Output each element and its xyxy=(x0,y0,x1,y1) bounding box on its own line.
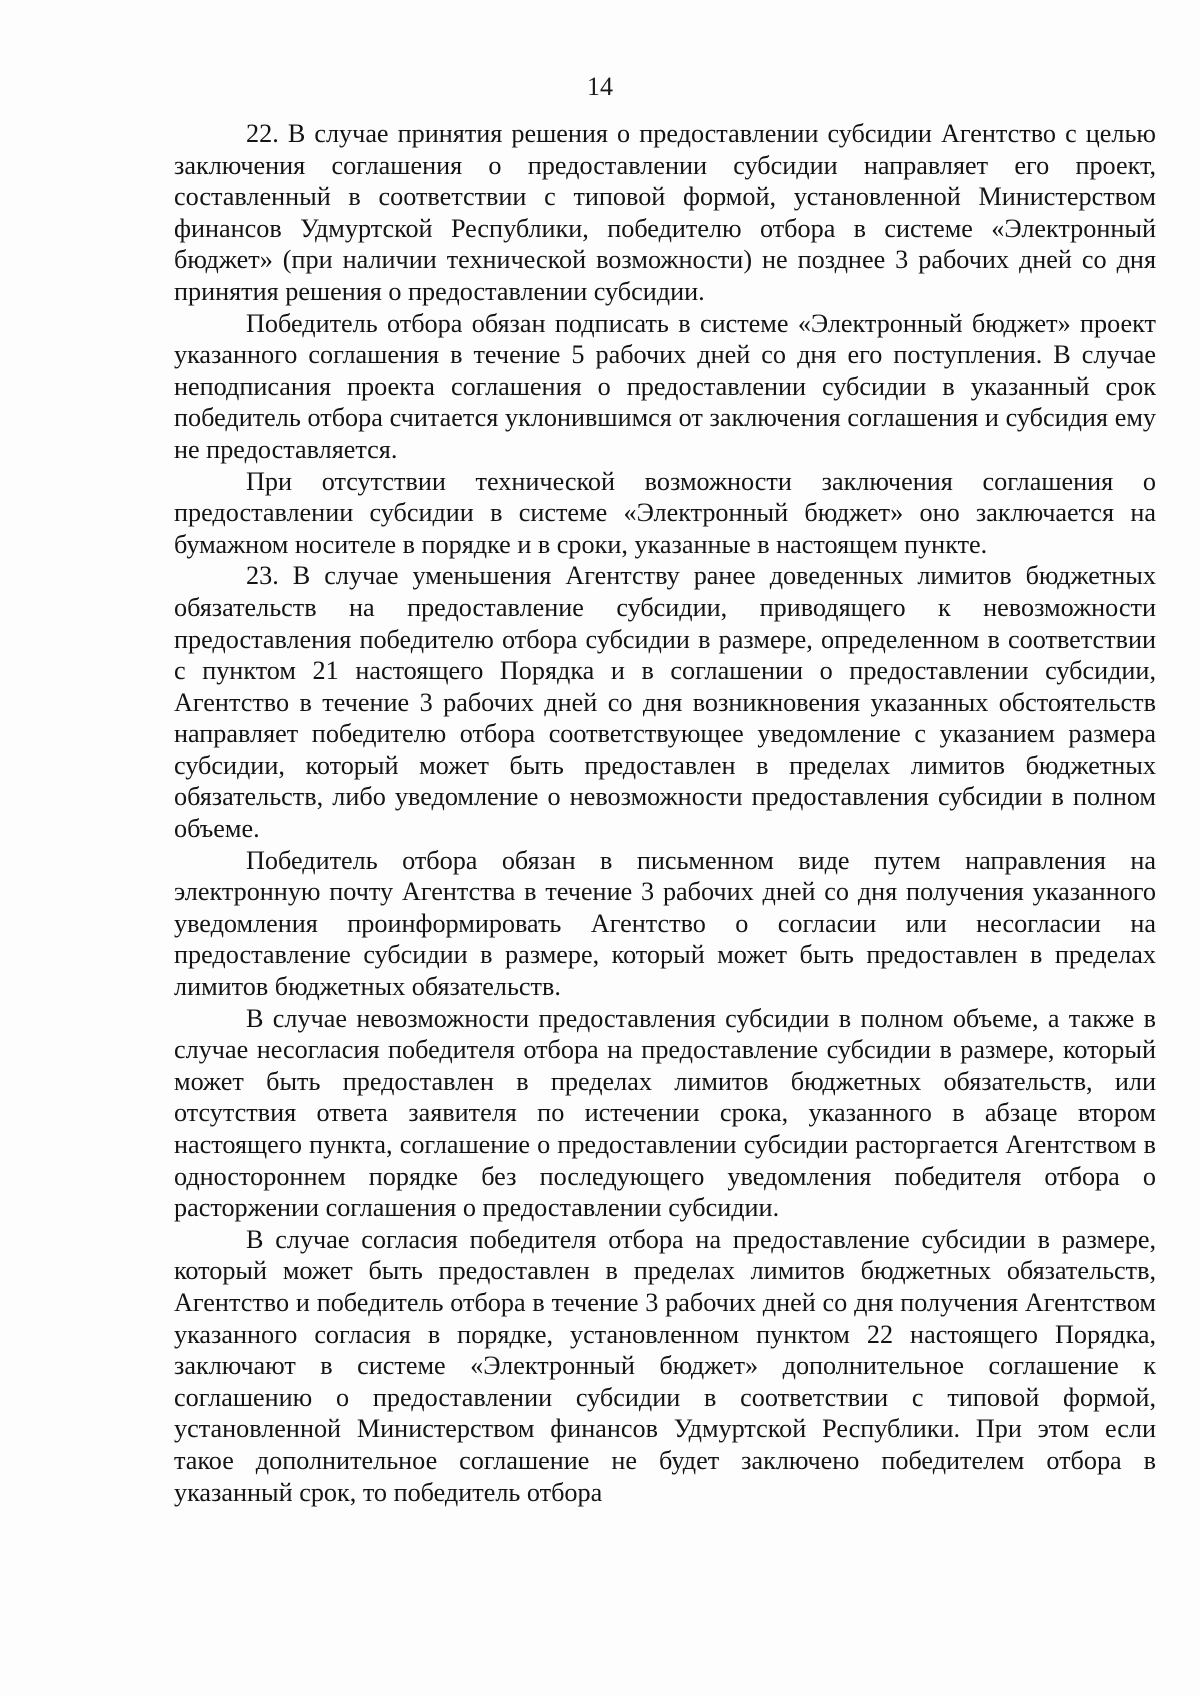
paragraph-23-termination: В случае невозможности предоставления субсидии в полном объеме, а также в случае несогласия победителя отбора на предоставление субсидии в размере, который может быть предоставлен в пределах лимитов бюджетных обязательств, или отсутствия ответа заявителя по истечении срока, указанного в абзаце втором настоящего пункта, соглашение о предоставлении субсидии расторгается Агентством в одностороннем порядке без последующего уведомления победителя отбора о расторжении соглашения о предоставлении субсидии. xyxy=(174,1003,1156,1223)
paragraph-22: 22. В случае принятия решения о предоставлении субсидии Агентство с целью заключения соглашения о предоставлении субсидии направляет его проект, составленный в соответствии с типовой формой, установленной Министерством финансов Удмуртской Республики, победителю отбора в системе «Электронный бюджет» (при наличии технической возможности) не позднее 3 рабочих дней со дня принятия решения о предоставлении субсидии. xyxy=(174,119,1156,306)
paragraph-22-signing: Победитель отбора обязан подписать в системе «Электронный бюджет» проект указанного соглашения в течение 5 рабочих дней со дня его поступления. В случае неподписания проекта соглашения о предоставлении субсидии в указанный срок победитель отбора считается уклонившимся от заключения соглашения и субсидия ему не предоставляется. xyxy=(174,308,1156,464)
document-body xyxy=(174,118,1156,1508)
paragraph-22-paper: При отсутствии технической возможности заключения соглашения о предоставлении субсидии в системе «Электронный бюджет» оно заключается на бумажном носителе в порядке и в сроки, указанные в настоящем пункте. xyxy=(174,466,1156,559)
paragraph-23-notice: Победитель отбора обязан в письменном виде путем направления на электронную почту Агентства в течение 3 рабочих дней со дня получения указанного уведомления проинформировать Агентство о согласии или несогласии на предоставление субсидии в размере, который может быть предоставлен в пределах лимитов бюджетных обязательств. xyxy=(174,845,1156,1002)
page-number: 14 xyxy=(587,72,613,101)
paragraph-23-agreement: В случае согласия победителя отбора на предоставление субсидии в размере, который может быть предоставлен в пределах лимитов бюджетных обязательств, Агентство и победитель отбора в течение 3 рабочих дней со дня получения Агентством указанного согласия в порядке, установленном пунктом 22 настоящего Порядка, заключают в системе «Электронный бюджет» дополнительное соглашение к соглашению о предоставлении субсидии в соответствии с типовой формой, установленной Министерством финансов Удмуртской Республики. При этом если такое дополнительное соглашение не будет заключено победителем отбора в указанный срок, то победитель отбора xyxy=(174,1224,1156,1507)
paragraph-23: 23. В случае уменьшения Агентству ранее доведенных лимитов бюджетных обязательств на предоставление субсидии, приводящего к невозможности предоставления победителю отбора субсидии в размере, определенном в соответствии с пунктом 21 настоящего Порядка и в соглашении о предоставлении субсидии, Агентство в течение 3 рабочих дней со дня возникновения указанных обстоятельств направляет победителю отбора соответствующее уведомление с указанием размера субсидии, который может быть предоставлен в пределах лимитов бюджетных обязательств, либо уведомление о невозможности предоставления субсидии в полном объеме. xyxy=(174,561,1156,844)
